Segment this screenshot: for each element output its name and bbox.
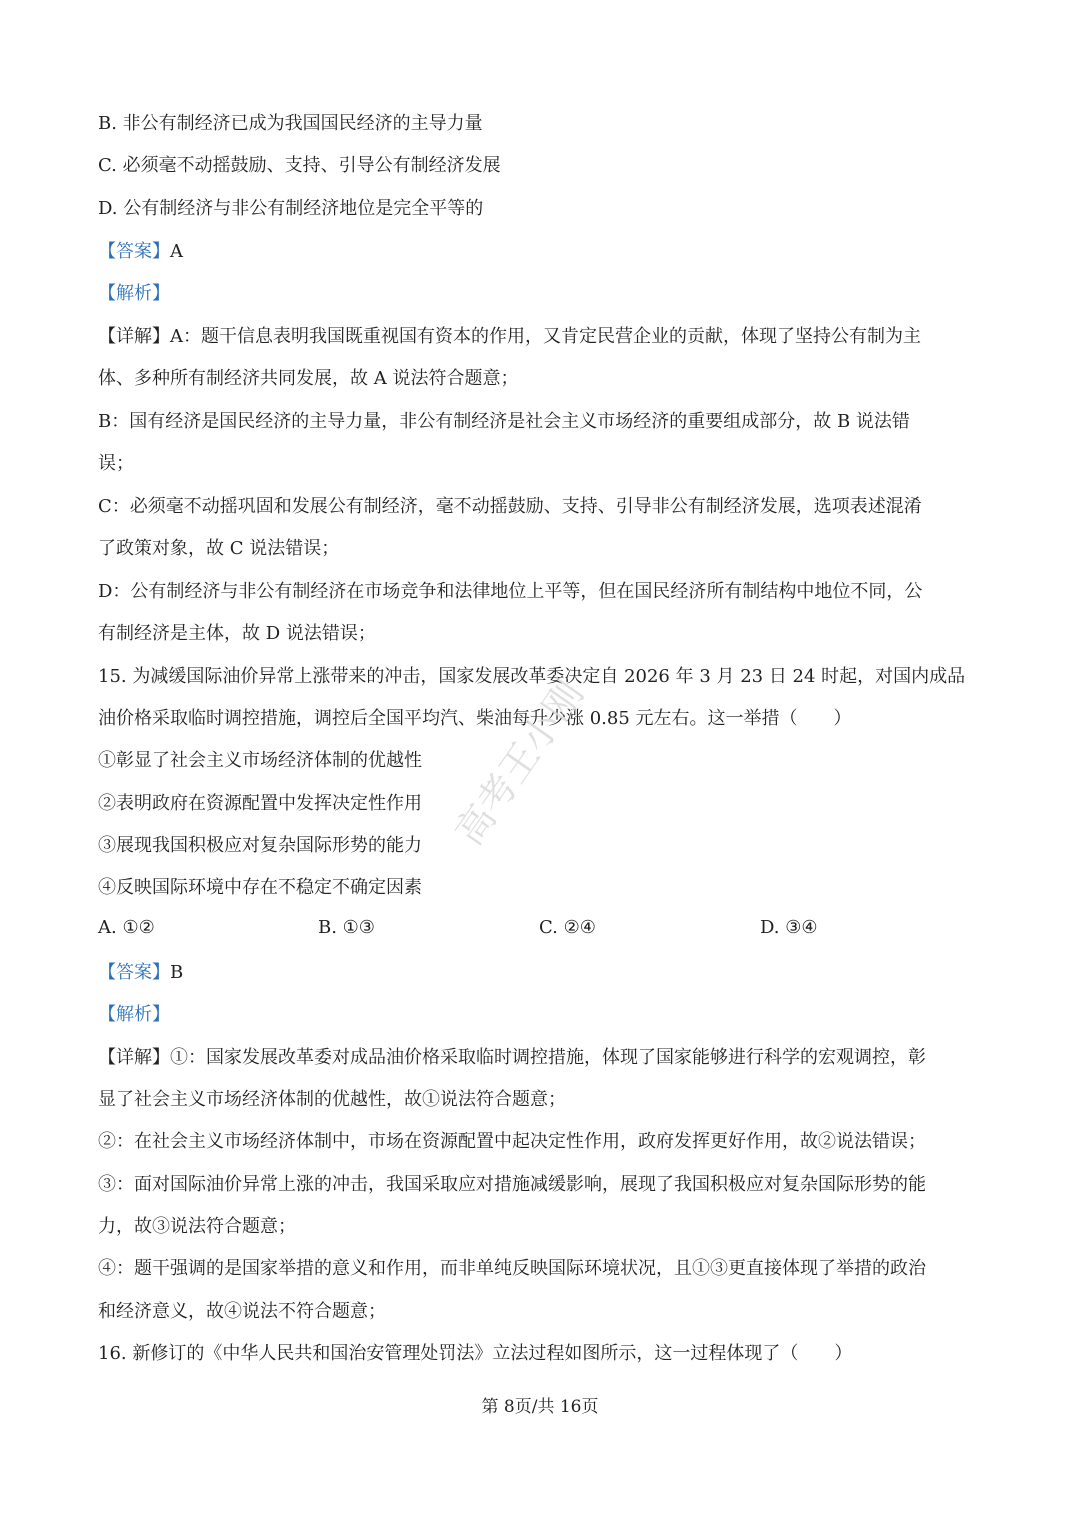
q14-option-c: C. 必须毫不动摇鼓励、支持、引导公有制经济发展 [98, 155, 501, 176]
q15-detail-line-4: ③：面对国际油价异常上涨的冲击，我国采取应对措施减缓影响，展现了我国积极应对复杂国际形势的能 [98, 1174, 926, 1195]
q15-detail-line-1 [98, 1045, 926, 1071]
q14-option-b: B. 非公有制经济已成为我国国民经济的主导力量 [98, 113, 483, 134]
q15-detail-line-2: 显了社会主义市场经济体制的优越性，故①说法符合题意； [98, 1089, 566, 1110]
q15-detail-line-7: 和经济意义，故④说法不符合题意； [98, 1301, 386, 1322]
q15-option-c: C. ②④ [539, 917, 596, 938]
detail-tag: 【详解】 [98, 326, 170, 347]
q15-analysis-tag: 【解析】 [98, 1004, 170, 1025]
answer-tag: 【答案】 [98, 962, 170, 983]
q15-option-b: B. ①③ [318, 917, 375, 938]
q15-detail-line-6: ④：题干强调的是国家举措的意义和作用，而非单纯反映国际环境状况，且①③更直接体现了举措的政治 [98, 1258, 926, 1279]
q14-detail-line-3: B：国有经济是国民经济的主导力量，非公有制经济是社会主义市场经济的重要组成部分，故 B 说法错 [98, 411, 910, 432]
detail-text: A：题干信息表明我国既重视国有资本的作用，又肯定民营企业的贡献，体现了坚持公有制为主 [170, 326, 921, 347]
q14-option-d: D. 公有制经济与非公有制经济地位是完全平等的 [98, 198, 484, 219]
q14-detail-line-4: 误； [98, 453, 134, 474]
watermark-text: 高考王小刚 [446, 672, 592, 853]
q15-detail-line-3: ②：在社会主义市场经济体制中，市场在资源配置中起决定性作用，政府发挥更好作用，故②说法错误； [98, 1131, 926, 1152]
q14-detail-line-5: C：必须毫不动摇巩固和发展公有制经济，毫不动摇鼓励、支持、引导非公有制经济发展，选项表述混淆 [98, 496, 922, 517]
q14-analysis-tag: 【解析】 [98, 283, 170, 304]
q14-detail-line-8: 有制经济是主体，故 D 说法错误； [98, 623, 376, 644]
watermark [370, 620, 690, 920]
watermark-svg [370, 620, 690, 920]
page-number: 第 8页/共 16页 [481, 1397, 599, 1417]
detail-text: ①：国家发展改革委对成品油价格采取临时调控措施，体现了国家能够进行科学的宏观调控，彰 [170, 1047, 926, 1068]
answer-tag: 【答案】 [98, 241, 170, 262]
q15-item-4: ④反映国际环境中存在不稳定不确定因素 [98, 877, 422, 898]
q14-detail-line-2: 体、多种所有制经济共同发展，故 A 说法符合题意； [98, 368, 519, 389]
q15-option-d: D. ③④ [760, 917, 818, 938]
q15-option-a: A. ①② [98, 917, 155, 938]
q15-item-1: ①彰显了社会主义市场经济体制的优越性 [98, 750, 422, 771]
q15-item-2: ②表明政府在资源配置中发挥决定性作用 [98, 793, 422, 814]
q15-stem-line-1: 15. 为减缓国际油价异常上涨带来的冲击，国家发展改革委决定自 2026 年 3 月 23 日 24 时起，对国内成品 [98, 666, 966, 687]
q14-detail-line-1 [98, 324, 921, 350]
answer-value: A [170, 241, 183, 262]
q15-item-3: ③展现我国积极应对复杂国际形势的能力 [98, 835, 422, 856]
q14-detail-line-6: 了政策对象，故 C 说法错误； [98, 538, 340, 559]
q14-detail-line-7: D：公有制经济与非公有制经济在市场竞争和法律地位上平等，但在国民经济所有制结构中地位不同，公 [98, 581, 923, 602]
q15-options [98, 917, 998, 943]
q16-stem: 16. 新修订的《中华人民共和国治安管理处罚法》立法过程如图所示，这一过程体现了（ ） [98, 1343, 853, 1364]
q15-answer [98, 960, 183, 986]
detail-tag: 【详解】 [98, 1047, 170, 1068]
q14-answer [98, 239, 183, 265]
q15-stem-line-2: 油价格采取临时调控措施，调控后全国平均汽、柴油每升少涨 0.85 元左右。这一举措（ ） [98, 708, 852, 729]
q15-detail-line-5: 力，故③说法符合题意； [98, 1216, 296, 1237]
answer-value: B [170, 962, 184, 983]
